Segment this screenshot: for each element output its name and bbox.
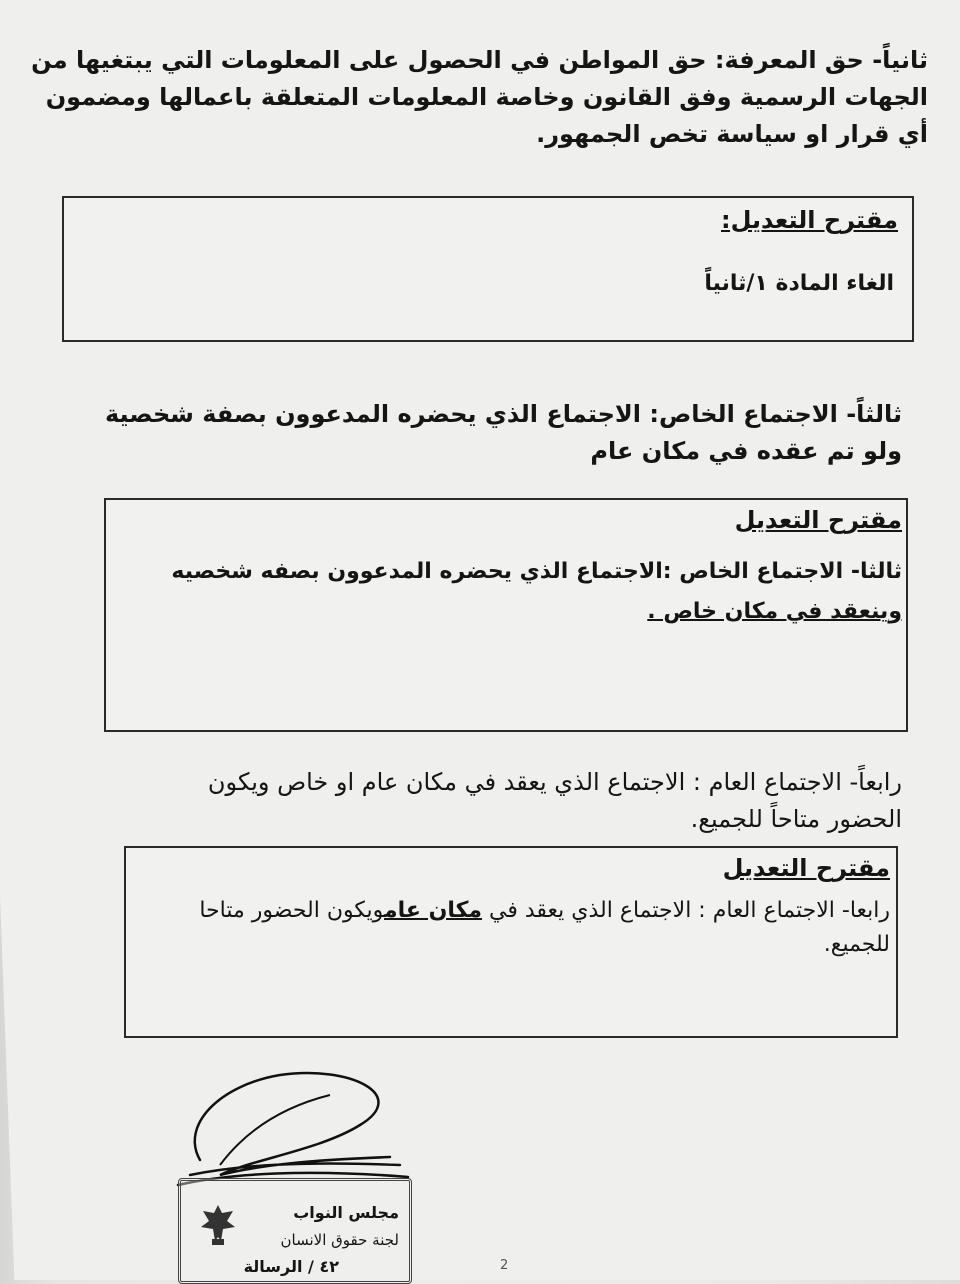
article-paragraph-3: ثالثاً- الاجتماع الخاص: الاجتماع الذي يحضره المدعوون بصفة شخصية ولو تم عقده في مكان عام bbox=[104, 400, 902, 465]
page-number: 2 bbox=[500, 1258, 509, 1273]
amendment-highlight: مكان عام bbox=[384, 898, 483, 923]
amendment-box-1 bbox=[62, 196, 914, 342]
stamp-line-1: مجلس النواب bbox=[293, 1203, 399, 1222]
amendment-box-2 bbox=[104, 498, 908, 732]
amendment-text bbox=[190, 894, 890, 962]
amendment-text-part: ثالثا- الاجتماع الخاص :الاجتماع الذي يحضره المدعوون بصفه شخصيه bbox=[171, 559, 902, 584]
amendment-title: مقترح التعديل: bbox=[721, 206, 898, 234]
amendment-title: مقترح التعديل bbox=[734, 506, 902, 534]
amendment-title: مقترح التعديل bbox=[722, 854, 890, 882]
signature bbox=[160, 1065, 420, 1195]
amendment-text bbox=[112, 552, 902, 632]
eagle-emblem-icon bbox=[195, 1201, 241, 1249]
amendment-text: الغاء المادة ١/ثانياً bbox=[704, 271, 894, 296]
stamp-line-3: ٤٢ / الرسالة bbox=[243, 1257, 339, 1276]
article-paragraph-2: ثانياً- حق المعرفة: حق المواطن في الحصول على المعلومات التي يبتغيها من الجهات الرسمية وفق القانون وخاصة المعلومات المتعلقة باعمالها ومضمون أي قرار او سياسة تخص الجمهور. bbox=[31, 46, 928, 148]
article-paragraph-4: رابعاً- الاجتماع العام : الاجتماع الذي يعقد في مكان عام او خاص ويكون الحضور متاحاً للجميع. bbox=[207, 768, 902, 833]
amendment-text-part: رابعا- الاجتماع العام : الاجتماع الذي يعقد في bbox=[482, 898, 890, 923]
amendment-highlight: وينعقد في مكان خاص . bbox=[647, 599, 902, 624]
official-stamp bbox=[178, 1178, 412, 1284]
amendment-text-part: ويكون الحضور متاحا للجميع. bbox=[199, 898, 890, 957]
stamp-line-2: لجنة حقوق الانسان bbox=[280, 1231, 399, 1249]
amendment-box-3 bbox=[124, 846, 898, 1038]
